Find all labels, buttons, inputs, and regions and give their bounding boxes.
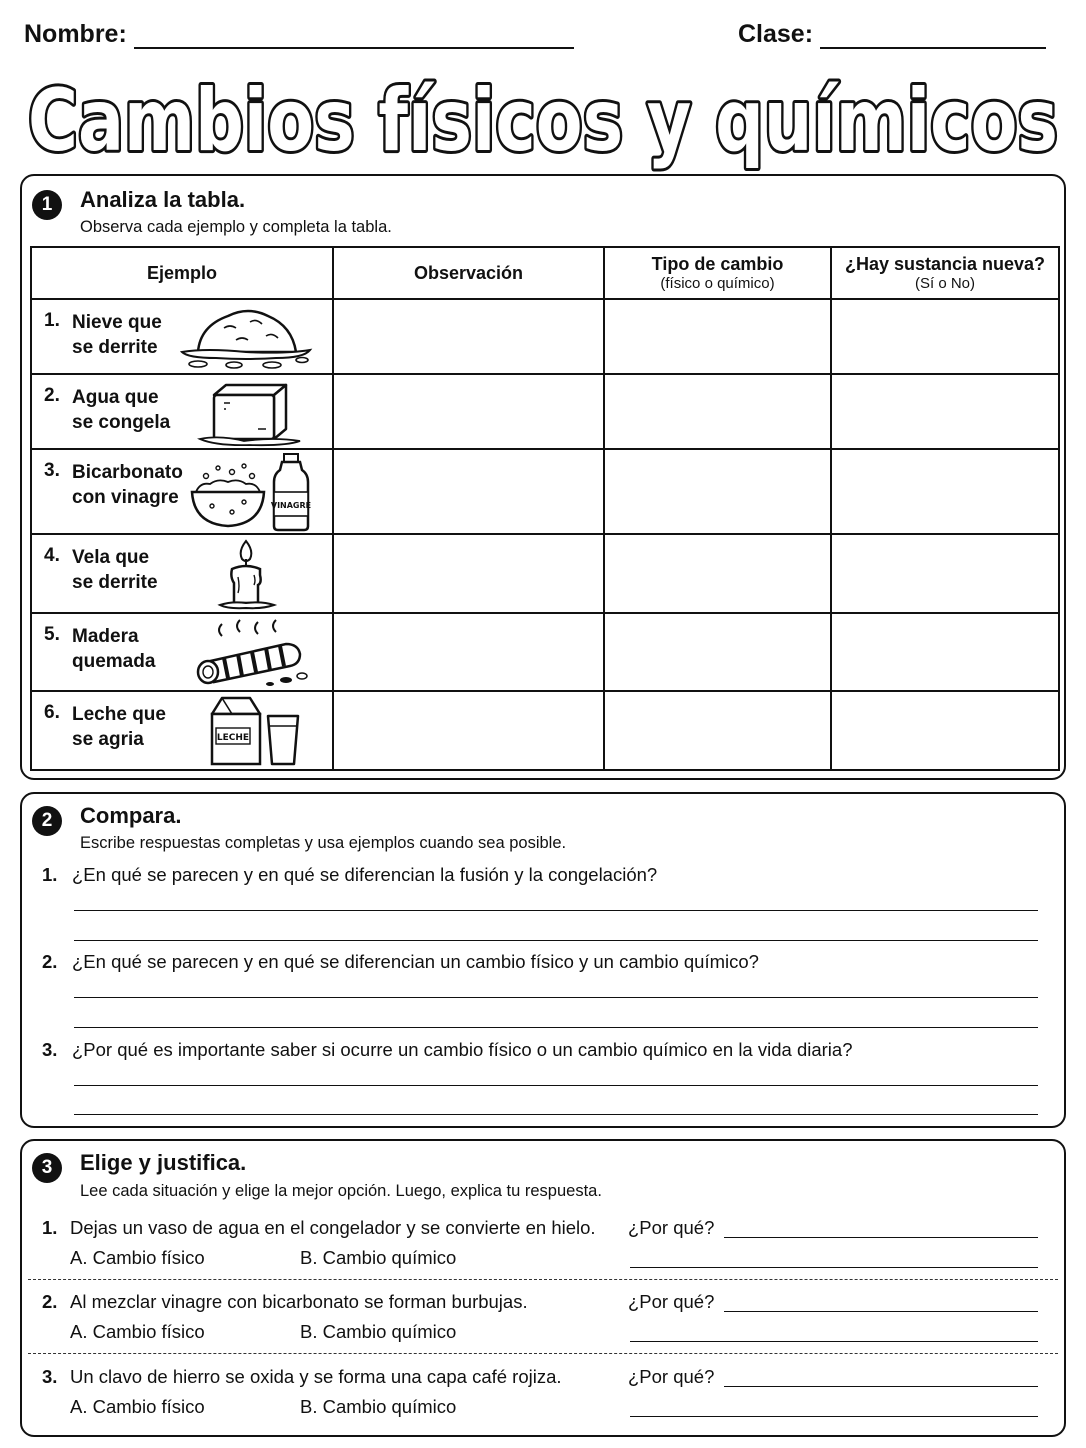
why-label: ¿Por qué? (628, 1217, 715, 1238)
section-subtitle: Escribe respuestas completas y usa ejemplos cuando sea posible. (80, 834, 567, 852)
example-label: Nieve que se derrite (72, 312, 162, 358)
observation-cell[interactable] (333, 299, 604, 374)
change-type-cell[interactable] (604, 691, 831, 770)
why-answer-line[interactable] (630, 1267, 1038, 1268)
row-number: 5. (44, 624, 60, 645)
new-substance-cell[interactable] (831, 613, 1059, 691)
example-cell (31, 613, 333, 691)
table-row (31, 691, 1059, 770)
situation-text: 2. Al mezclar vinagre con bicarbonato se forman burbujas. (42, 1291, 528, 1312)
question: 1. ¿En qué se parecen y en qué se diferencian la fusión y la congelación? (42, 864, 658, 885)
answer-line[interactable] (74, 997, 1038, 998)
table-row (31, 534, 1059, 613)
row-number: 3. (44, 460, 60, 481)
why-answer-line[interactable] (724, 1237, 1038, 1238)
new-substance-cell[interactable] (831, 299, 1059, 374)
why-label: ¿Por qué? (628, 1366, 715, 1387)
situation-text: 1. Dejas un vaso de agua en el congelador y se convierte en hielo. (42, 1217, 596, 1238)
answer-line[interactable] (74, 1027, 1038, 1028)
svg-text:VINAGRE: VINAGRE (270, 501, 312, 510)
milk-carton-icon (204, 694, 306, 768)
situation-text: 3. Un clavo de hierro se oxida y se forma una capa café rojiza. (42, 1366, 562, 1387)
example-label: Agua que se congela (72, 387, 171, 433)
section-subtitle: Lee cada situación y elige la mejor opción. Luego, explica tu respuesta. (80, 1182, 602, 1200)
changes-table (30, 246, 1060, 771)
worksheet-header (0, 0, 1086, 60)
table-row (31, 374, 1059, 449)
row-number: 1. (44, 310, 60, 331)
option-b[interactable]: B. Cambio químico (300, 1321, 457, 1342)
question: 2. ¿En qué se parecen y en qué se diferencian un cambio físico y un cambio químico? (42, 951, 759, 972)
candle-icon (212, 537, 282, 611)
section-analyze-table (20, 174, 1066, 780)
example-cell (31, 449, 333, 534)
new-substance-cell[interactable] (831, 534, 1059, 613)
section-number-badge: 2 (32, 806, 62, 836)
observation-cell[interactable] (333, 374, 604, 449)
page-title (20, 58, 1066, 178)
answer-line[interactable] (74, 1085, 1038, 1086)
observation-cell[interactable] (333, 534, 604, 613)
why-answer-line[interactable] (630, 1341, 1038, 1342)
section-title: Analiza la tabla. (80, 187, 246, 212)
table-row (31, 299, 1059, 374)
section-subtitle: Observa cada ejemplo y completa la tabla. (80, 218, 392, 236)
example-cell (31, 691, 333, 770)
table-row (31, 613, 1059, 691)
option-a[interactable]: A. Cambio físico (70, 1247, 205, 1268)
example-label: Leche que se agria (72, 704, 166, 750)
change-type-cell[interactable] (604, 534, 831, 613)
section-title: Elige y justifica. (80, 1150, 247, 1175)
why-answer-line[interactable] (630, 1416, 1038, 1417)
column-header-new-substance: ¿Hay sustancia nueva? (Sí o No) (831, 247, 1059, 299)
svg-text:LECHE: LECHE (216, 733, 250, 743)
why-answer-line[interactable] (724, 1311, 1038, 1312)
option-a[interactable]: A. Cambio físico (70, 1396, 205, 1417)
change-type-cell[interactable] (604, 374, 831, 449)
example-label: Madera quemada (72, 626, 156, 672)
example-cell (31, 374, 333, 449)
new-substance-cell[interactable] (831, 449, 1059, 534)
class-label: Clase: (738, 20, 814, 48)
example-cell (31, 534, 333, 613)
row-number: 2. (44, 385, 60, 406)
option-b[interactable]: B. Cambio químico (300, 1247, 457, 1268)
question: 3. ¿Por qué es importante saber si ocurre un cambio físico o un cambio químico en la vida diaria? (42, 1039, 853, 1060)
row-number: 6. (44, 702, 60, 723)
burnt-log-icon (190, 618, 316, 688)
row-number: 4. (44, 545, 60, 566)
snow-pile-icon (176, 304, 316, 372)
example-label: Vela que se derrite (72, 547, 158, 593)
section-number-badge: 3 (32, 1153, 62, 1183)
name-field[interactable] (134, 47, 574, 49)
new-substance-cell[interactable] (831, 374, 1059, 449)
section-choose-justify (20, 1139, 1066, 1437)
answer-line[interactable] (74, 1114, 1038, 1115)
answer-line[interactable] (74, 940, 1038, 941)
table-row (31, 449, 1059, 534)
observation-cell[interactable] (333, 691, 604, 770)
example-cell (31, 299, 333, 374)
observation-cell[interactable] (333, 449, 604, 534)
class-field[interactable] (820, 47, 1046, 49)
section-compare (20, 792, 1066, 1128)
name-label: Nombre: (24, 20, 127, 48)
option-a[interactable]: A. Cambio físico (70, 1321, 205, 1342)
ice-cube-icon (196, 379, 306, 447)
section-title: Compara. (80, 803, 182, 828)
column-header-example: Ejemplo (31, 247, 333, 299)
bowl-vinegar-icon (188, 452, 312, 532)
column-header-change-type: Tipo de cambio (físico o químico) (604, 247, 831, 299)
example-label: Bicarbonato con vinagre (72, 462, 183, 508)
answer-line[interactable] (74, 910, 1038, 911)
observation-cell[interactable] (333, 613, 604, 691)
svg-text:Cambios físicos y químicos: Cambios físicos y químicos (28, 71, 1058, 171)
section-number-badge: 1 (32, 190, 62, 220)
change-type-cell[interactable] (604, 299, 831, 374)
new-substance-cell[interactable] (831, 691, 1059, 770)
why-label: ¿Por qué? (628, 1291, 715, 1312)
item-divider (28, 1353, 1058, 1354)
table-header-row (31, 247, 1059, 299)
change-type-cell[interactable] (604, 449, 831, 534)
change-type-cell[interactable] (604, 613, 831, 691)
why-answer-line[interactable] (724, 1386, 1038, 1387)
option-b[interactable]: B. Cambio químico (300, 1396, 457, 1417)
column-header-observation: Observación (333, 247, 604, 299)
item-divider (28, 1279, 1058, 1280)
